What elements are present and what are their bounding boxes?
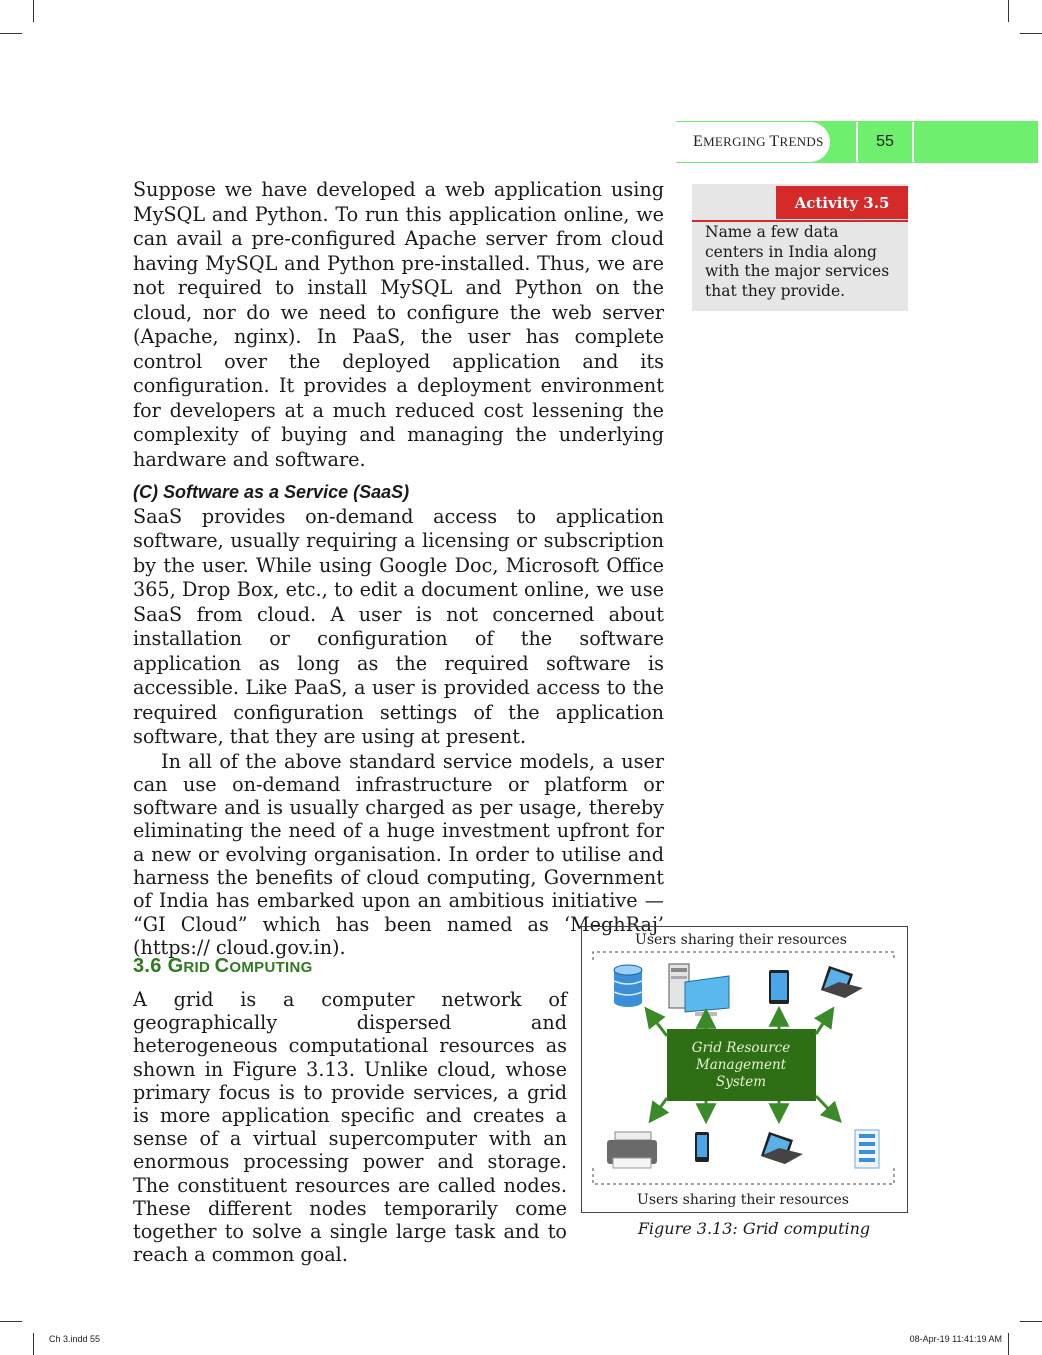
figure-caption: Figure 3.13: Grid computing bbox=[637, 1219, 871, 1238]
database-icon bbox=[614, 965, 642, 1007]
crop-mark bbox=[1020, 1321, 1042, 1322]
paragraph-grid: A grid is a computer network of geographically dispersed and heterogeneous computational resources as shown in Figure 3.13. Unlike cloud, whose primary focus is to provide services, a grid is more application specific and creates a sense of a virtual supercomputer with an enormous processing power and storage. The constituent resources are called nodes. These different nodes temporarily come together to solve a single large task and to reach a common goal. bbox=[133, 988, 567, 1267]
paragraph-paas: Suppose we have developed a web application using MySQL and Python. To run this application online, we can avail a pre-configured Apache server from cloud having MySQL and Python pre-installed. Thus, we are not required to install MySQL and Python on the cloud, nor do we need to configure the web server (Apache, nginx). In PaaS, the user has complete control over the deployed application and its configuration. It provides a deployment environment for developers at a much reduced cost lessening the complexity of buying and managing the underlying hardware and software. bbox=[133, 178, 664, 471]
center-line-1: Grid Resource bbox=[691, 1040, 791, 1056]
crop-mark bbox=[0, 1321, 22, 1322]
saas-heading: (C) Software as a Service (SaaS) bbox=[133, 482, 410, 502]
printer-icon bbox=[607, 1132, 657, 1168]
bottom-dashed-bracket bbox=[593, 1168, 894, 1184]
header-rest: MERGING bbox=[703, 134, 766, 149]
paragraph-saas: SaaS provides on-demand access to application software, usually requiring a licensing or subscription by the user. While using Google Doc, Microsoft Office 365, Drop Box, etc., to edit a document online, we use SaaS from cloud. A user is not concerned about installation or configuration of the software application as long as the required software is accessible. Like PaaS, a user is provided access to the required configuration settings of the application software, that they are using at present. bbox=[133, 504, 664, 748]
page-number: 55 bbox=[856, 122, 914, 162]
laptop-icon bbox=[821, 966, 863, 998]
paragraph-models: In all of the above standard service models, a user can use on-demand infrastructure or platform or software and is usually charged as per usage, thereby eliminating the need of a huge investment upfront for a new or evolving organisation. In order to utilise and harness the benefits of cloud computing, Government of India has embarked upon an ambitious initiative — “GI Cloud” which has been named as ‘MeghRaj’ (https:// cloud.gov.in). bbox=[133, 749, 664, 959]
header-cap: T bbox=[769, 133, 780, 150]
activity-label: Activity 3.5 bbox=[776, 186, 908, 219]
section-cap: C bbox=[214, 955, 230, 977]
center-line-2: Management bbox=[695, 1057, 787, 1073]
crop-mark bbox=[1020, 33, 1042, 34]
center-line-3: System bbox=[715, 1074, 767, 1090]
crop-mark bbox=[33, 0, 34, 22]
section-rest: RID bbox=[183, 959, 215, 976]
smartphone-icon bbox=[695, 1132, 709, 1162]
crop-mark bbox=[33, 1333, 34, 1355]
tablet-icon bbox=[769, 970, 789, 1004]
activity-rule bbox=[692, 220, 908, 222]
top-users-label: Users sharing their resources bbox=[635, 932, 847, 948]
crop-mark bbox=[0, 33, 22, 34]
bottom-users-label: Users sharing their resources bbox=[637, 1192, 849, 1208]
crop-mark bbox=[1008, 0, 1009, 22]
header-cap: E bbox=[693, 133, 704, 150]
grid-computing-diagram bbox=[581, 926, 908, 1213]
top-dashed-bracket bbox=[593, 952, 894, 960]
footer-file: Ch 3.indd 55 bbox=[49, 1334, 101, 1344]
main-column bbox=[133, 178, 664, 959]
section-number: 3.6 bbox=[133, 955, 168, 977]
server-icon bbox=[855, 1130, 879, 1168]
crop-mark bbox=[1008, 1333, 1009, 1355]
section-heading bbox=[133, 955, 313, 978]
section-cap: G bbox=[167, 955, 184, 977]
header-rest: RENDS bbox=[779, 134, 824, 149]
running-header-title bbox=[676, 122, 830, 162]
section-rest: OMPUTING bbox=[229, 959, 313, 976]
activity-text: Name a few data centers in India along with the major services that they provide. bbox=[705, 223, 890, 300]
laptop-icon bbox=[761, 1132, 803, 1164]
footer-timestamp: 08-Apr-19 11:41:19 AM bbox=[909, 1334, 1002, 1344]
desktop-computer-icon bbox=[669, 964, 729, 1016]
